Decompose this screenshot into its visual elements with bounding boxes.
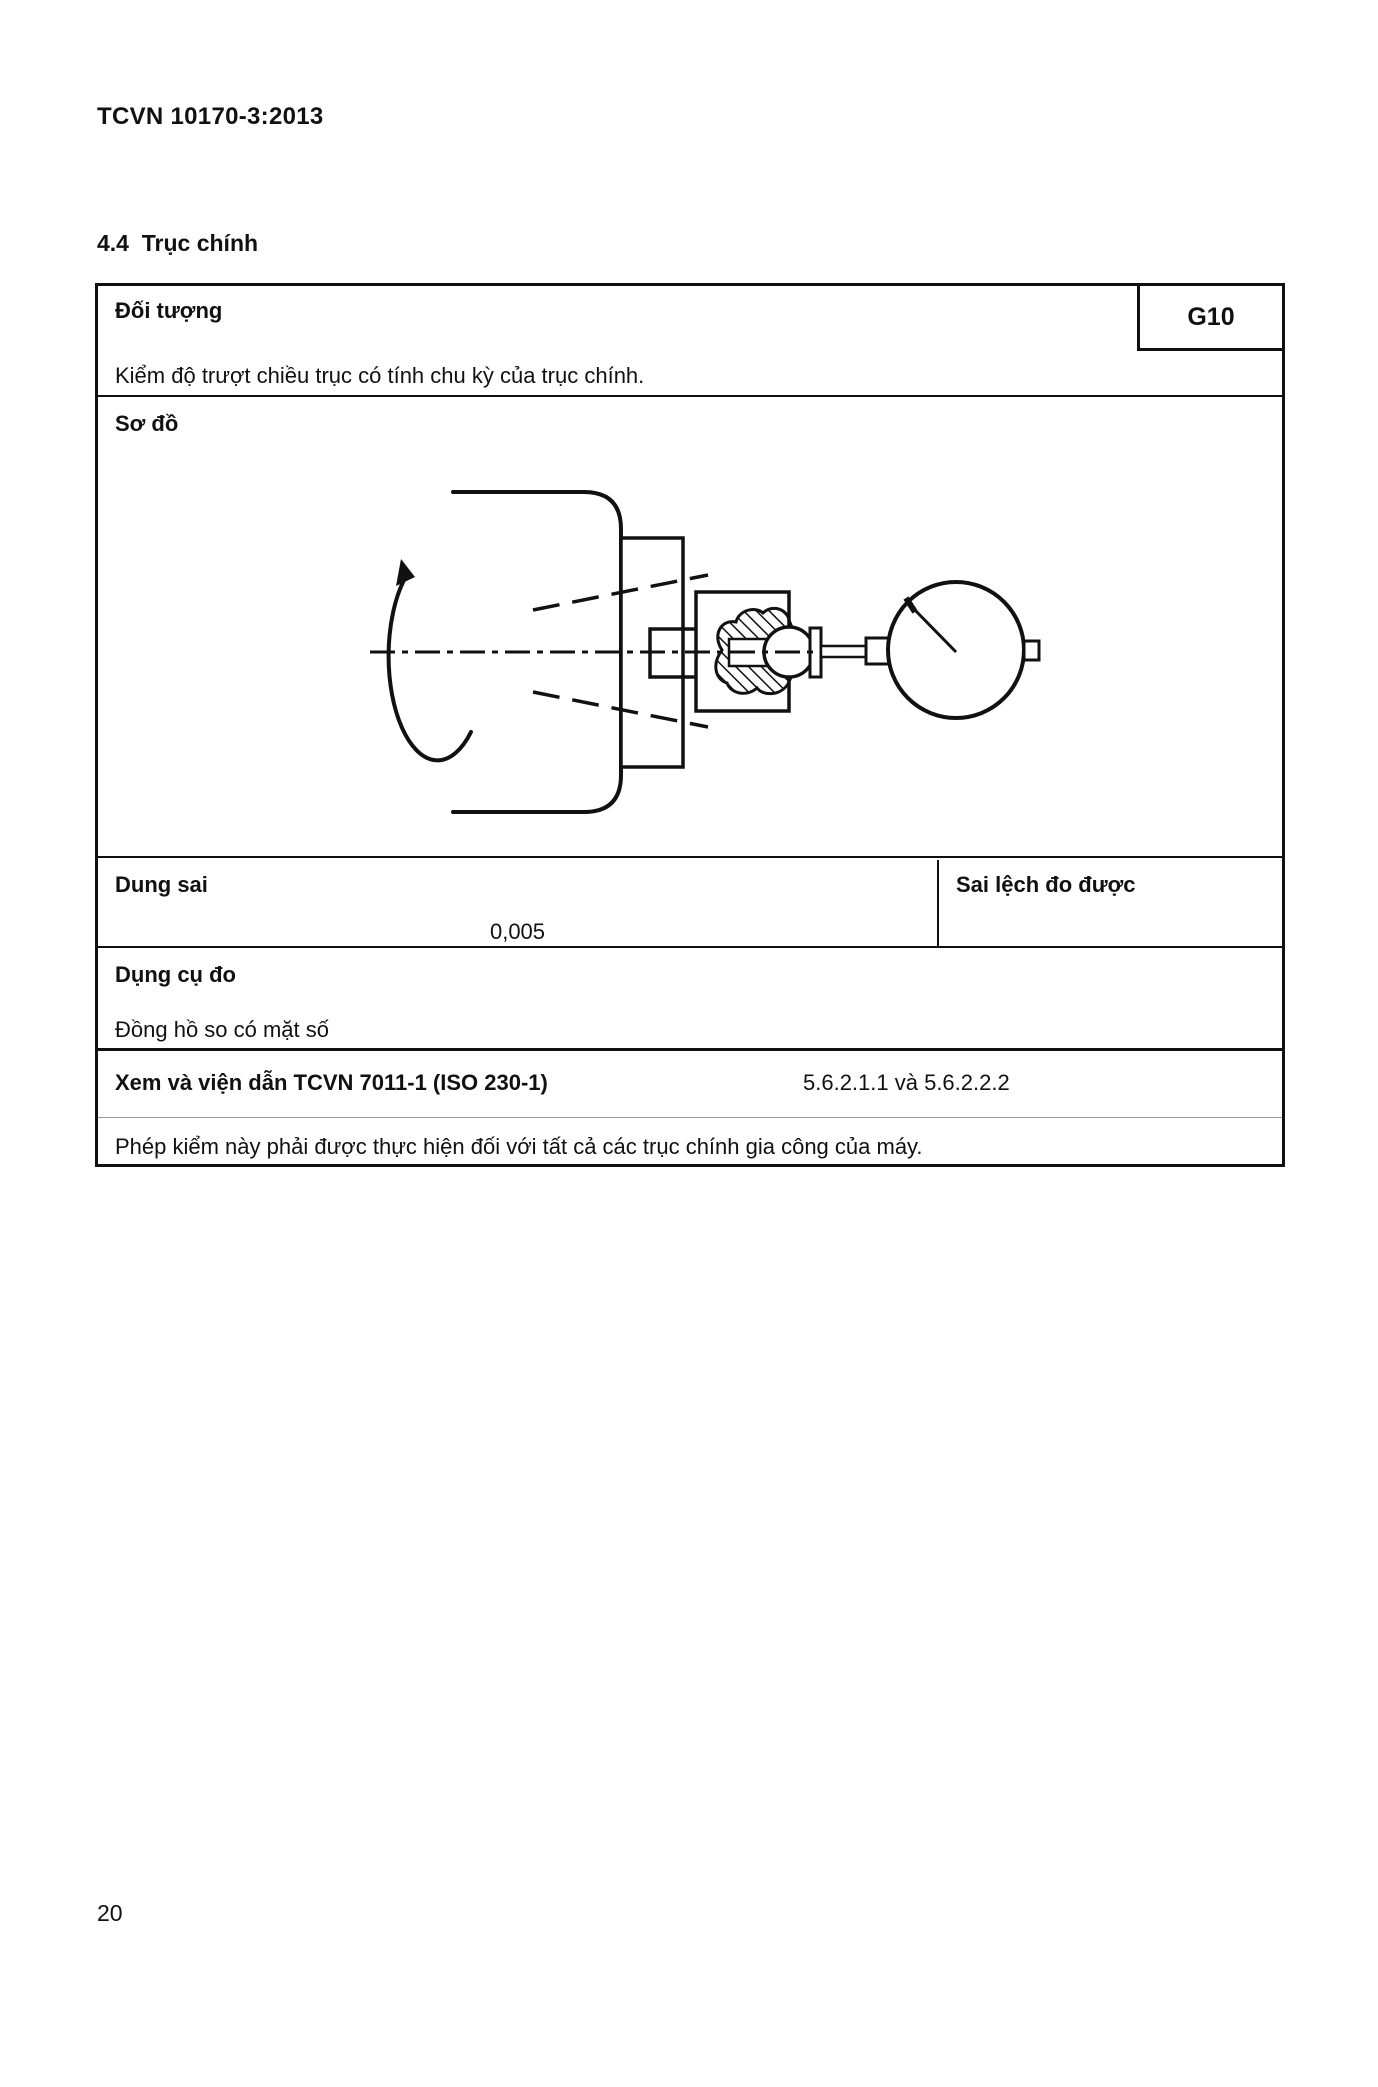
tolerance-label: Dung sai — [115, 872, 208, 897]
diagram-label: Sơ đồ — [115, 411, 179, 436]
tolerance-value: 0,005 — [489, 919, 546, 944]
measurement-setup-diagram — [98, 399, 1288, 858]
test-code-badge: G10 — [1137, 283, 1285, 351]
measured-deviation-cell — [939, 860, 1282, 946]
document-number: TCVN 10170-3:2013 — [97, 103, 324, 130]
object-label: Đối tượng — [115, 298, 223, 323]
test-spec-table — [95, 283, 1285, 1167]
deviation-label: Sai lệch đo được — [956, 872, 1136, 897]
row-diagram — [98, 399, 1282, 858]
dial-knob — [1024, 641, 1039, 660]
instrument-label: Dụng cụ đo — [115, 962, 236, 987]
rotation-arrow — [389, 580, 471, 760]
page-number: 20 — [97, 1900, 123, 1926]
row-reference — [98, 1054, 1282, 1118]
row-instrument — [98, 950, 1282, 1051]
row-object — [98, 286, 1282, 397]
tolerance-cell — [98, 860, 939, 946]
rotation-arrowhead — [396, 559, 415, 586]
instrument-value: Đồng hồ so có mặt số — [115, 1017, 330, 1042]
note-text: Phép kiểm này phải được thực hiện đối với tất cả các trục chính gia công của máy. — [115, 1134, 923, 1159]
stem-rod — [821, 646, 866, 657]
section-title: 4.4 Trục chính — [97, 230, 259, 256]
row-note — [98, 1119, 1282, 1164]
row-tolerance — [98, 860, 1282, 948]
reference-label: Xem và viện dẫn TCVN 7011-1 (ISO 230-1) — [115, 1070, 548, 1095]
reference-clauses: 5.6.2.1.1 và 5.6.2.2.2 — [803, 1070, 1010, 1095]
object-description: Kiểm độ trượt chiều trục có tính chu kỳ của trục chính. — [115, 363, 645, 388]
